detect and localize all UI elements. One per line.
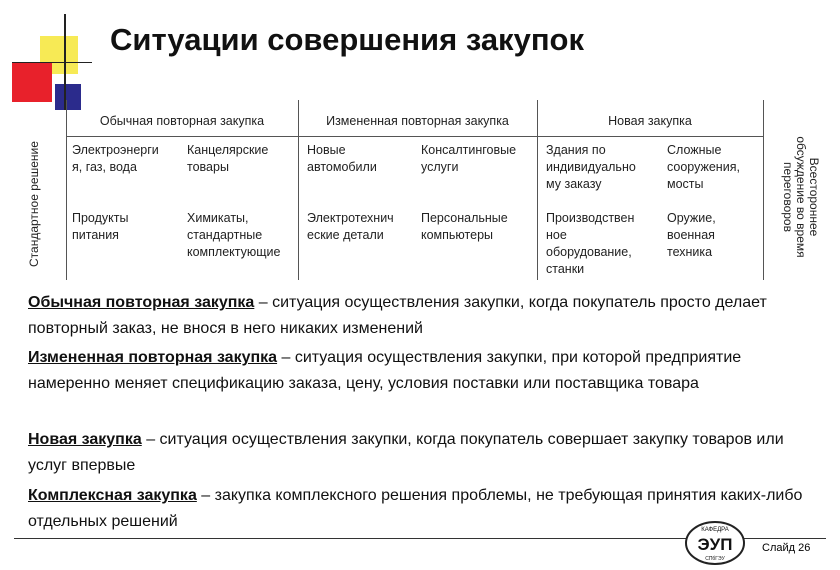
definition-text: – ситуация осуществления закупки, когда покупатель просто делает повторный заказ, не внося в него никаких изменений — [28, 294, 767, 337]
logo-top-text: КАФЕДРА — [701, 527, 729, 533]
definition-paragraph — [28, 290, 808, 342]
table-cell: Оружие, военная техника — [667, 211, 716, 259]
right-axis-label-line: обсуждение во время — [794, 136, 808, 258]
page-title: Ситуации совершения закупок — [110, 22, 584, 57]
table-cell: Новые автомобили — [307, 143, 377, 174]
right-axis-label — [781, 117, 820, 277]
definition-term: Новая закупка — [28, 431, 142, 448]
table-cell: Консалтинговые услуги — [421, 143, 517, 174]
definition-term: Комплексная закупка — [28, 487, 197, 504]
logo-bottom-text: СПбГЭУ — [705, 556, 725, 562]
decor-horizontal-line — [12, 62, 92, 63]
table-cell: Сложные сооружения, мосты — [667, 143, 740, 191]
column-header: Новая закупка — [608, 114, 692, 128]
column-header: Измененная повторная закупка — [326, 114, 509, 128]
table-right-border — [763, 100, 764, 280]
table-cell: Электроэнерги я, газ, вода — [72, 143, 159, 174]
definition-paragraph — [28, 345, 808, 397]
decor-red-block — [12, 62, 52, 102]
header-divider — [66, 136, 764, 137]
definition-text: – ситуация осуществления закупки, при которой предприятие намеренно меняет спецификацию заказа, цену, условия поставки или поставщика товара — [28, 349, 742, 392]
decor-blue-block — [55, 84, 81, 110]
definition-text: – ситуация осуществления закупки, когда покупатель совершает закупку товаров или услуг впервые — [28, 431, 784, 474]
table-cell: Персональные компьютеры — [421, 211, 508, 242]
definition-text: – закупка комплексного решения проблемы, не требующая принятия каких-либо отдельных решений — [28, 487, 803, 530]
table-cell: Электротехнич еские детали — [307, 211, 394, 242]
table-cell: Продукты питания — [72, 211, 129, 242]
table-cell: Химикаты, стандартные комплектующие — [187, 211, 281, 259]
right-axis-label-line: переговоров — [781, 162, 795, 232]
table-cell: Канцелярские товары — [187, 143, 269, 174]
definition-paragraph — [28, 427, 808, 479]
department-logo — [684, 520, 746, 566]
column-header: Обычная повторная закупка — [99, 114, 265, 128]
left-axis-label: Стандартное решение — [27, 141, 41, 267]
table-cell: Здания по индивидуально му заказу — [546, 143, 636, 191]
right-axis-label-line: Всестороннее — [807, 157, 821, 237]
slide-number: Слайд 26 — [762, 542, 811, 554]
table-cell: Производствен ное оборудование, станки — [546, 211, 635, 276]
definition-term: Обычная повторная закупка — [28, 294, 255, 311]
definition-term: Измененная повторная закупка — [28, 349, 278, 366]
logo-main-text: ЭУП — [697, 535, 733, 554]
